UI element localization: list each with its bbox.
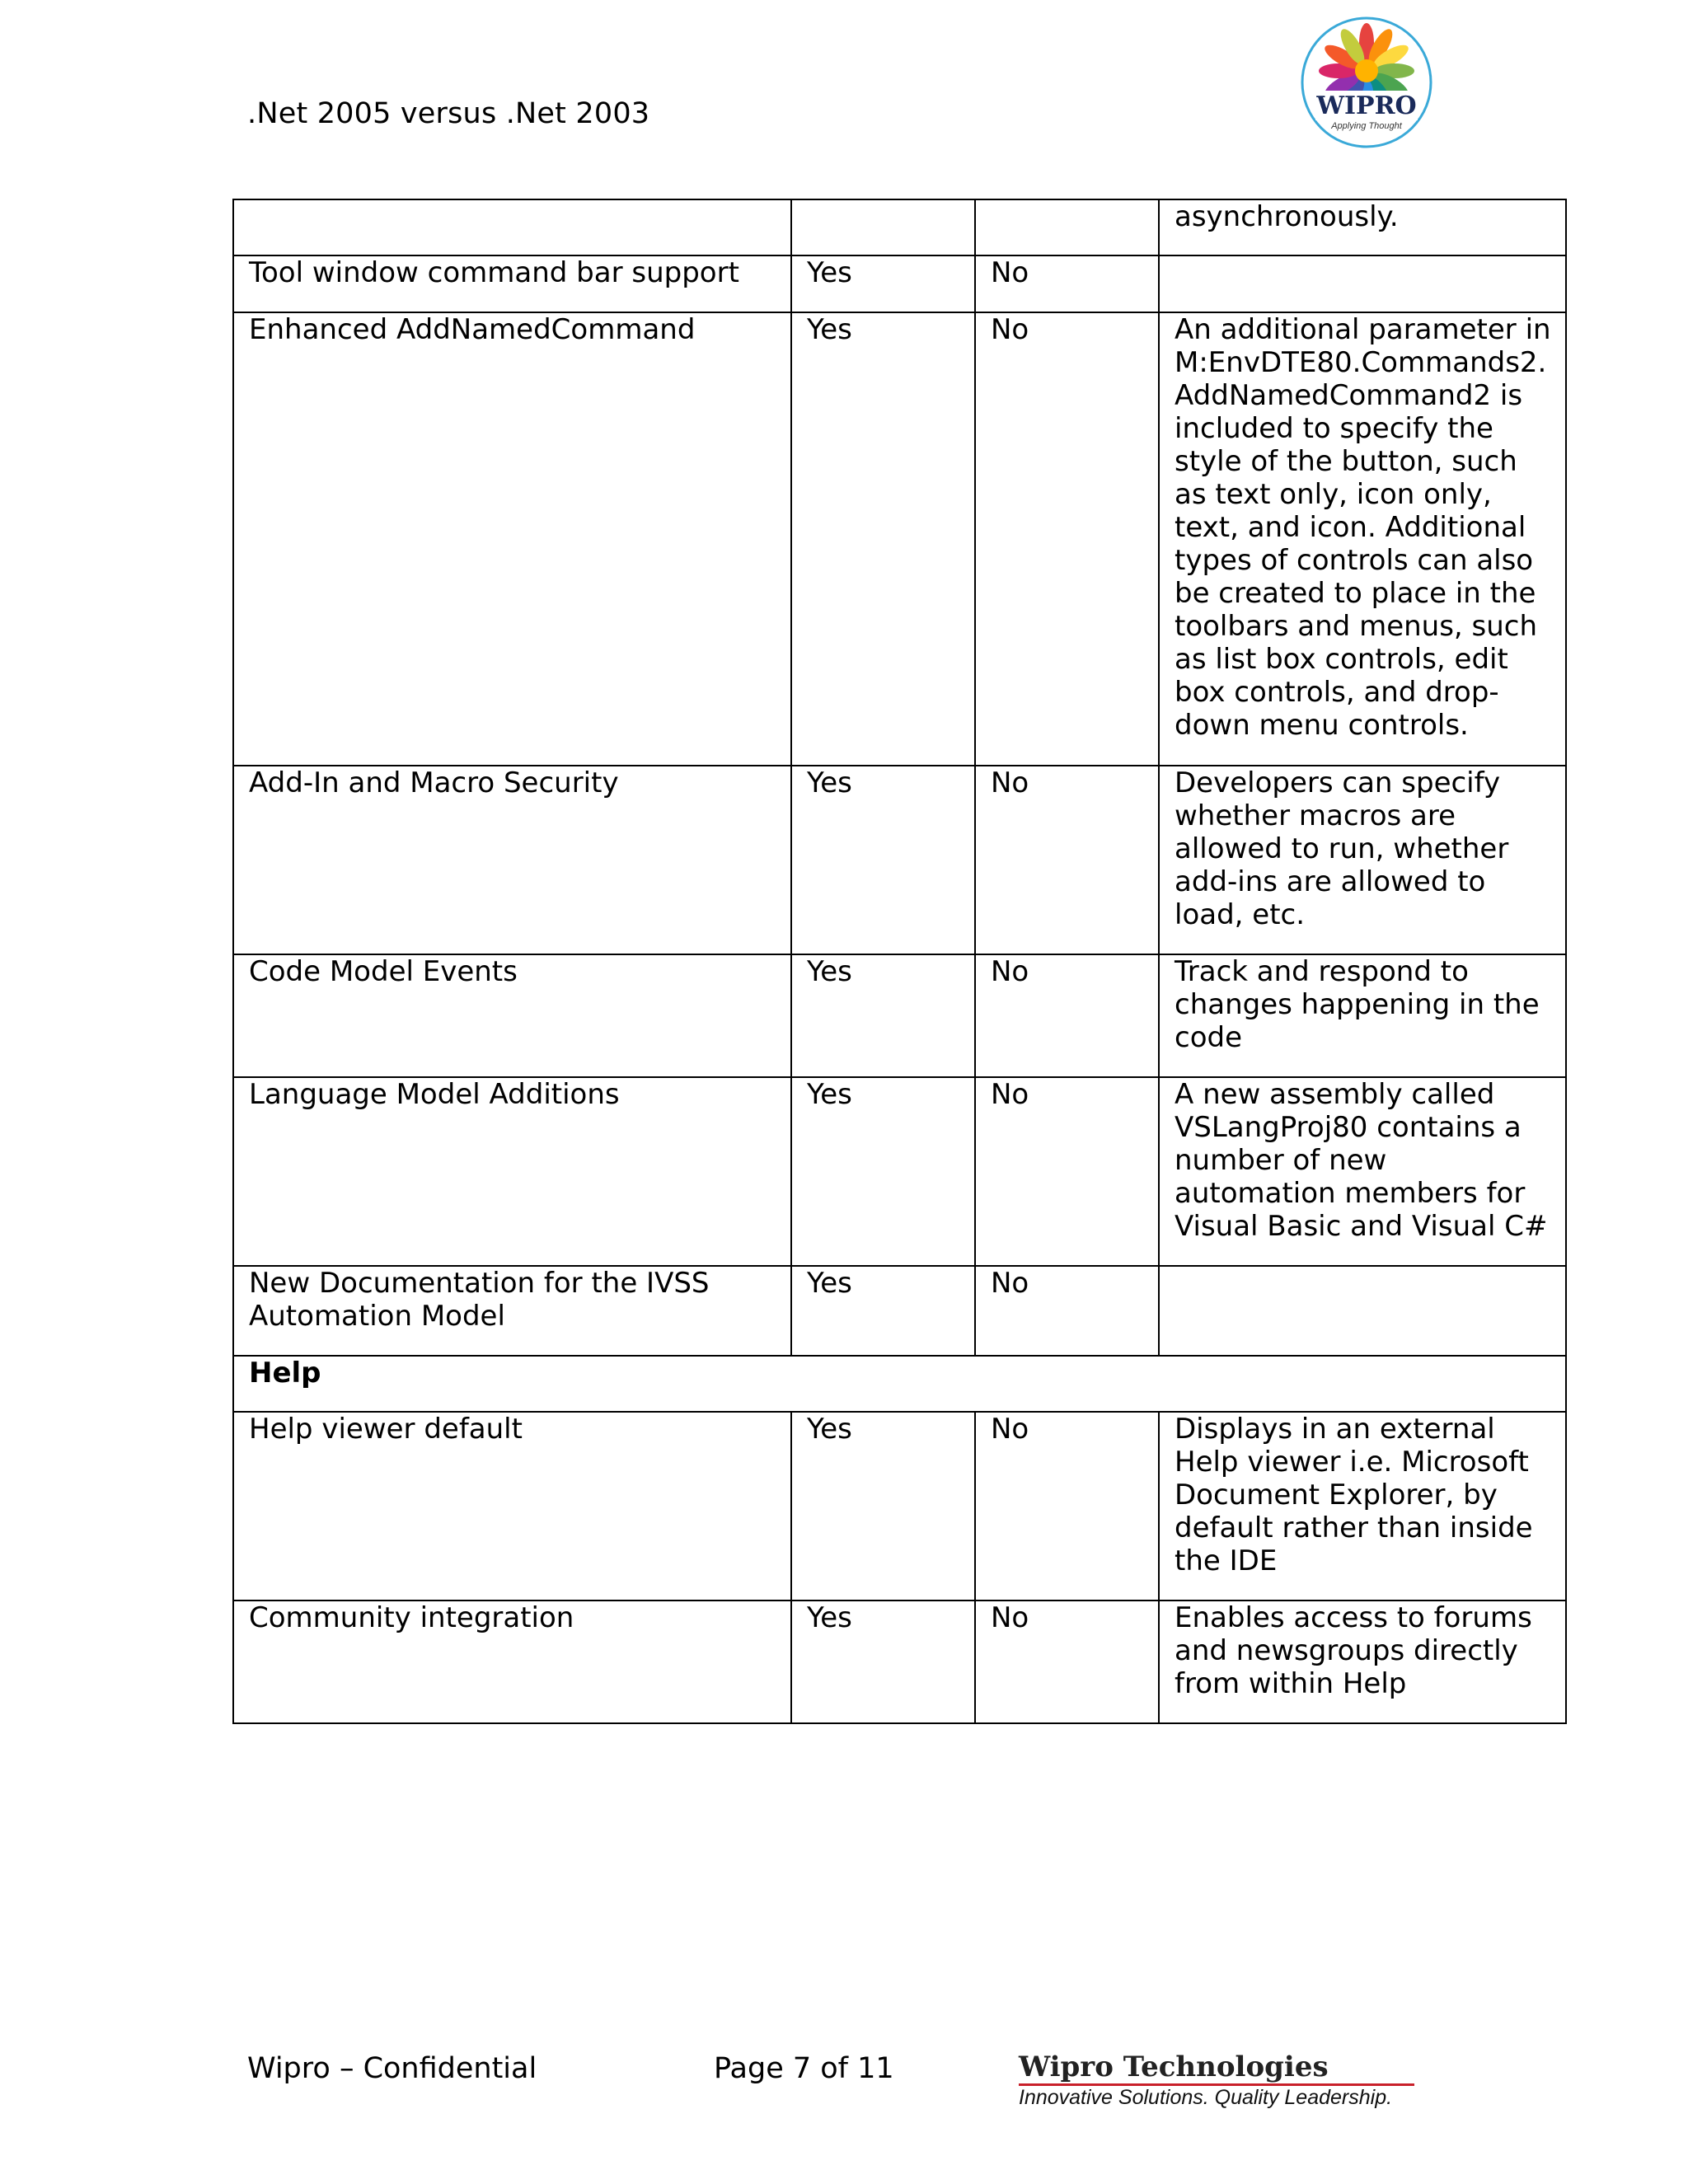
net2005-cell: Yes (791, 312, 975, 766)
net2003-cell: No (975, 766, 1159, 954)
table-row (233, 312, 1566, 766)
net2005-cell: Yes (791, 255, 975, 312)
net2005-cell: Yes (791, 1412, 975, 1601)
section-heading-help: Help (233, 1356, 1566, 1412)
feature-cell: Community integration (233, 1601, 791, 1723)
table-row (233, 199, 1566, 255)
table-row (233, 1601, 1566, 1723)
net2005-cell (791, 199, 975, 255)
table-row (233, 1266, 1566, 1356)
net2005-cell: Yes (791, 766, 975, 954)
description-cell (1159, 255, 1566, 312)
net2003-cell: No (975, 954, 1159, 1077)
description-cell (1159, 1266, 1566, 1356)
feature-cell (233, 199, 791, 255)
table-row (233, 1412, 1566, 1601)
net2003-cell: No (975, 312, 1159, 766)
document-header-title: .Net 2005 versus .Net 2003 (247, 97, 650, 130)
feature-comparison-table (232, 199, 1567, 1724)
footer-brand-tagline: Innovative Solutions. Quality Leadership. (1019, 2086, 1393, 2109)
description-cell: Developers can specify whether macros are allowed to run, whether add-ins are allowed to load, etc. (1159, 766, 1566, 954)
net2003-cell: No (975, 1077, 1159, 1266)
net2003-cell (975, 199, 1159, 255)
description-cell: An additional parameter in M:EnvDTE80.Commands2. AddNamedCommand2 is included to specify the style of the button, such as text only, icon only, text, and icon. Additional types of controls can also be created to place in the toolbars and menus, such as list box controls, edit box controls, and drop-down menu controls. (1159, 312, 1566, 766)
feature-cell: Tool window command bar support (233, 255, 791, 312)
footer-page-number: Page 7 of 11 (714, 2052, 894, 2085)
footer-brand-name: Wipro Technologies (1019, 2050, 1329, 2083)
feature-cell: Add-In and Macro Security (233, 766, 791, 954)
net2003-cell: No (975, 1601, 1159, 1723)
net2005-cell: Yes (791, 1601, 975, 1723)
net2003-cell: No (975, 1412, 1159, 1601)
net2005-cell: Yes (791, 1266, 975, 1356)
table-row (233, 766, 1566, 954)
description-cell: asynchronously. (1159, 199, 1566, 255)
description-cell: A new assembly called VSLangProj80 contains a number of new automation members for Visual Basic and Visual C# (1159, 1077, 1566, 1266)
section-row (233, 1356, 1566, 1412)
wipro-logo (1299, 15, 1434, 150)
description-cell: Track and respond to changes happening in the code (1159, 954, 1566, 1077)
description-cell: Enables access to forums and newsgroups directly from within Help (1159, 1601, 1566, 1723)
net2003-cell: No (975, 1266, 1159, 1356)
feature-cell: Language Model Additions (233, 1077, 791, 1266)
table-row (233, 954, 1566, 1077)
footer-confidential: Wipro – Confidential (247, 2052, 537, 2085)
feature-cell: Code Model Events (233, 954, 791, 1077)
net2005-cell: Yes (791, 1077, 975, 1266)
footer-brand (1019, 2052, 1414, 2109)
logo-wordmark: WIPRO (1316, 91, 1417, 120)
net2003-cell: No (975, 255, 1159, 312)
wipro-logo-icon (1299, 15, 1434, 150)
net2005-cell: Yes (791, 954, 975, 1077)
logo-tagline: Applying Thought (1331, 121, 1402, 131)
description-cell: Displays in an external Help viewer i.e. Microsoft Document Explorer, by default rather than inside the IDE (1159, 1412, 1566, 1601)
feature-cell: Enhanced AddNamedCommand (233, 312, 791, 766)
table-row (233, 255, 1566, 312)
table-row (233, 1077, 1566, 1266)
feature-cell: New Documentation for the IVSS Automation Model (233, 1266, 791, 1356)
feature-cell: Help viewer default (233, 1412, 791, 1601)
